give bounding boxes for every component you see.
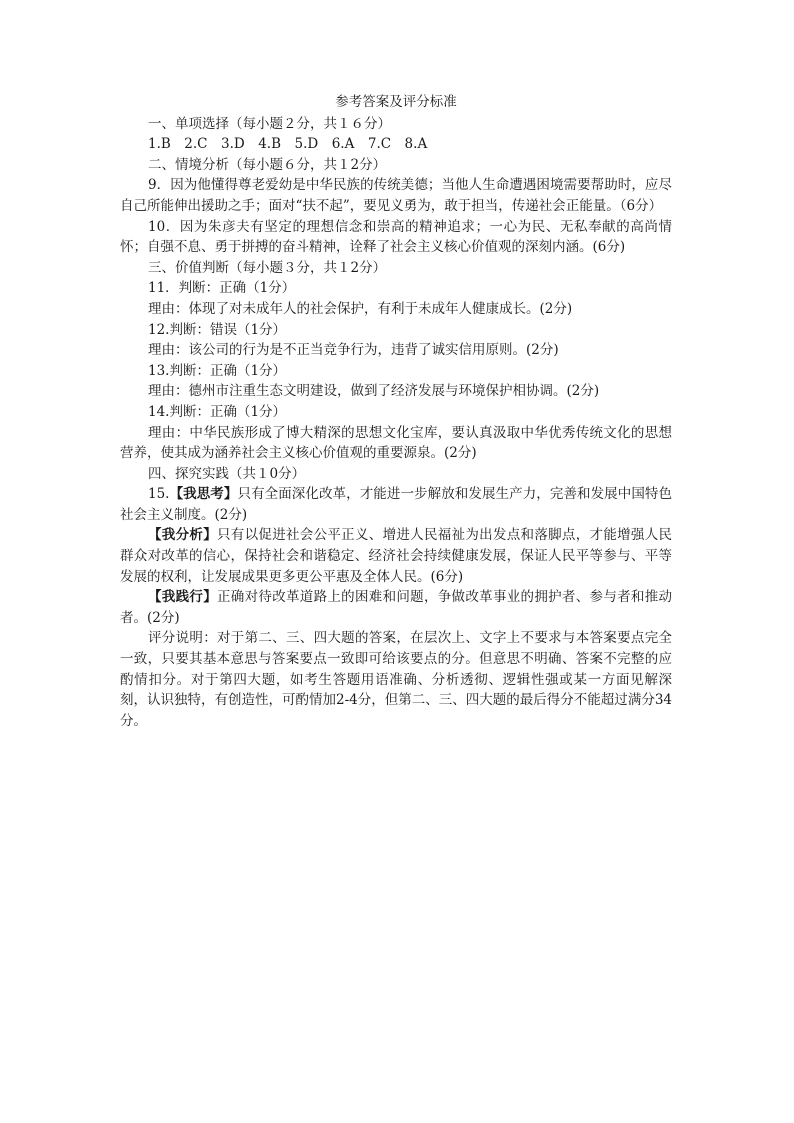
question-15-practice — [120, 587, 672, 628]
question-13-judgment: 13.判断：正确（1分） — [148, 362, 287, 379]
question-12-reason: 理由：该公司的行为是不正当竞争行为，违背了诚实信用原则。(2分) — [148, 342, 559, 359]
section1-heading: 一、单项选择（每小题２分，共１６分） — [148, 115, 391, 132]
scoring-note: 评分说明：对于第二、三、四大题的答案，在层次上、文字上不要求与本答案要点完全一致，只要其基本意思与答案要点一致即可给该要点的分。但意思不明确、答案不完整的应酌情扣分。对于第四大题，如考生答题用语准确、分析透彻、逻辑性强或某一方面见解深刻，认识独特，有创造性，可酌情加2-4分，但第二、三、四大题的最后得分不能超过满分34分。 — [120, 630, 672, 729]
question-11-reason: 理由：体现了对未成年人的社会保护，有利于未成年人健康成长。(2分) — [148, 300, 573, 317]
section2-heading: 二、情境分析（每小题６分，共１2分） — [148, 156, 387, 173]
think-text: 只有全面深化改革，才能进一步解放和发展生产力，完善和发展中国特色社会主义制度。(2分) — [120, 486, 673, 523]
section3-heading: 三、价值判断（每小题３分，共１2分） — [148, 259, 387, 276]
question-15-analyze — [120, 525, 672, 587]
analyze-text: 只有以促进社会公平正义、增进人民福祉为出发点和落脚点，才能增强人民群众对改革的信心，保持社会和谐稳定、经济社会持续健康发展，保证人民平等参与、平等发展的权利，让发展成果更多更公平惠及全体人民。(6分) — [120, 527, 673, 585]
section1-answers: 1.B 2.C 3.D 4.B 5.D 6.A 7.C 8.A — [148, 136, 428, 153]
practice-label: 【我践行】 — [148, 589, 217, 606]
question-11-judgment: 11．判断：正确（1分） — [148, 280, 296, 297]
section4-heading: 四、探究实践（共１0分） — [148, 465, 306, 482]
question-14-reason: 理由：中华民族形成了博大精深的思想文化宝库，要认真汲取中华优秀传统文化的思想营养，使其成为涵养社会主义核心价值观的重要源泉。(2分) — [120, 424, 672, 462]
question-15-number: 15. — [148, 486, 170, 503]
page-title: 参考答案及评分标准 — [335, 94, 457, 110]
question-14-judgment: 14.判断：正确（1分） — [148, 403, 287, 420]
question-10-answer: 10．因为朱彦夫有坚定的理想信念和崇高的精神追求；一心为民、无私奉献的高尚情怀；自强不息、勇于拼搏的奋斗精神，诠释了社会主义核心价值观的深刻内涵。(6分) — [120, 218, 672, 256]
question-13-reason: 理由：德州市注重生态文明建设，做到了经济发展与环境保护相协调。(2分) — [148, 383, 600, 400]
answer-key-content — [120, 92, 672, 731]
analyze-label: 【我分析】 — [148, 527, 217, 544]
question-15-think — [120, 484, 672, 525]
think-label: 【我思考】 — [169, 486, 238, 503]
question-12-judgment: 12.判断：错误（1分） — [148, 321, 287, 338]
question-9-answer: 9．因为他懂得尊老爱幼是中华民族的传统美德；当他人生命遭遇困境需要帮助时，应尽自己所能伸出援助之手；面对“扶不起”，要见义勇为，敢于担当，传递社会正能量。（6分） — [120, 177, 672, 214]
practice-text: 正确对待改革道路上的困难和问题，争做改革事业的拥护者、参与者和推动者。(2分) — [120, 589, 673, 626]
